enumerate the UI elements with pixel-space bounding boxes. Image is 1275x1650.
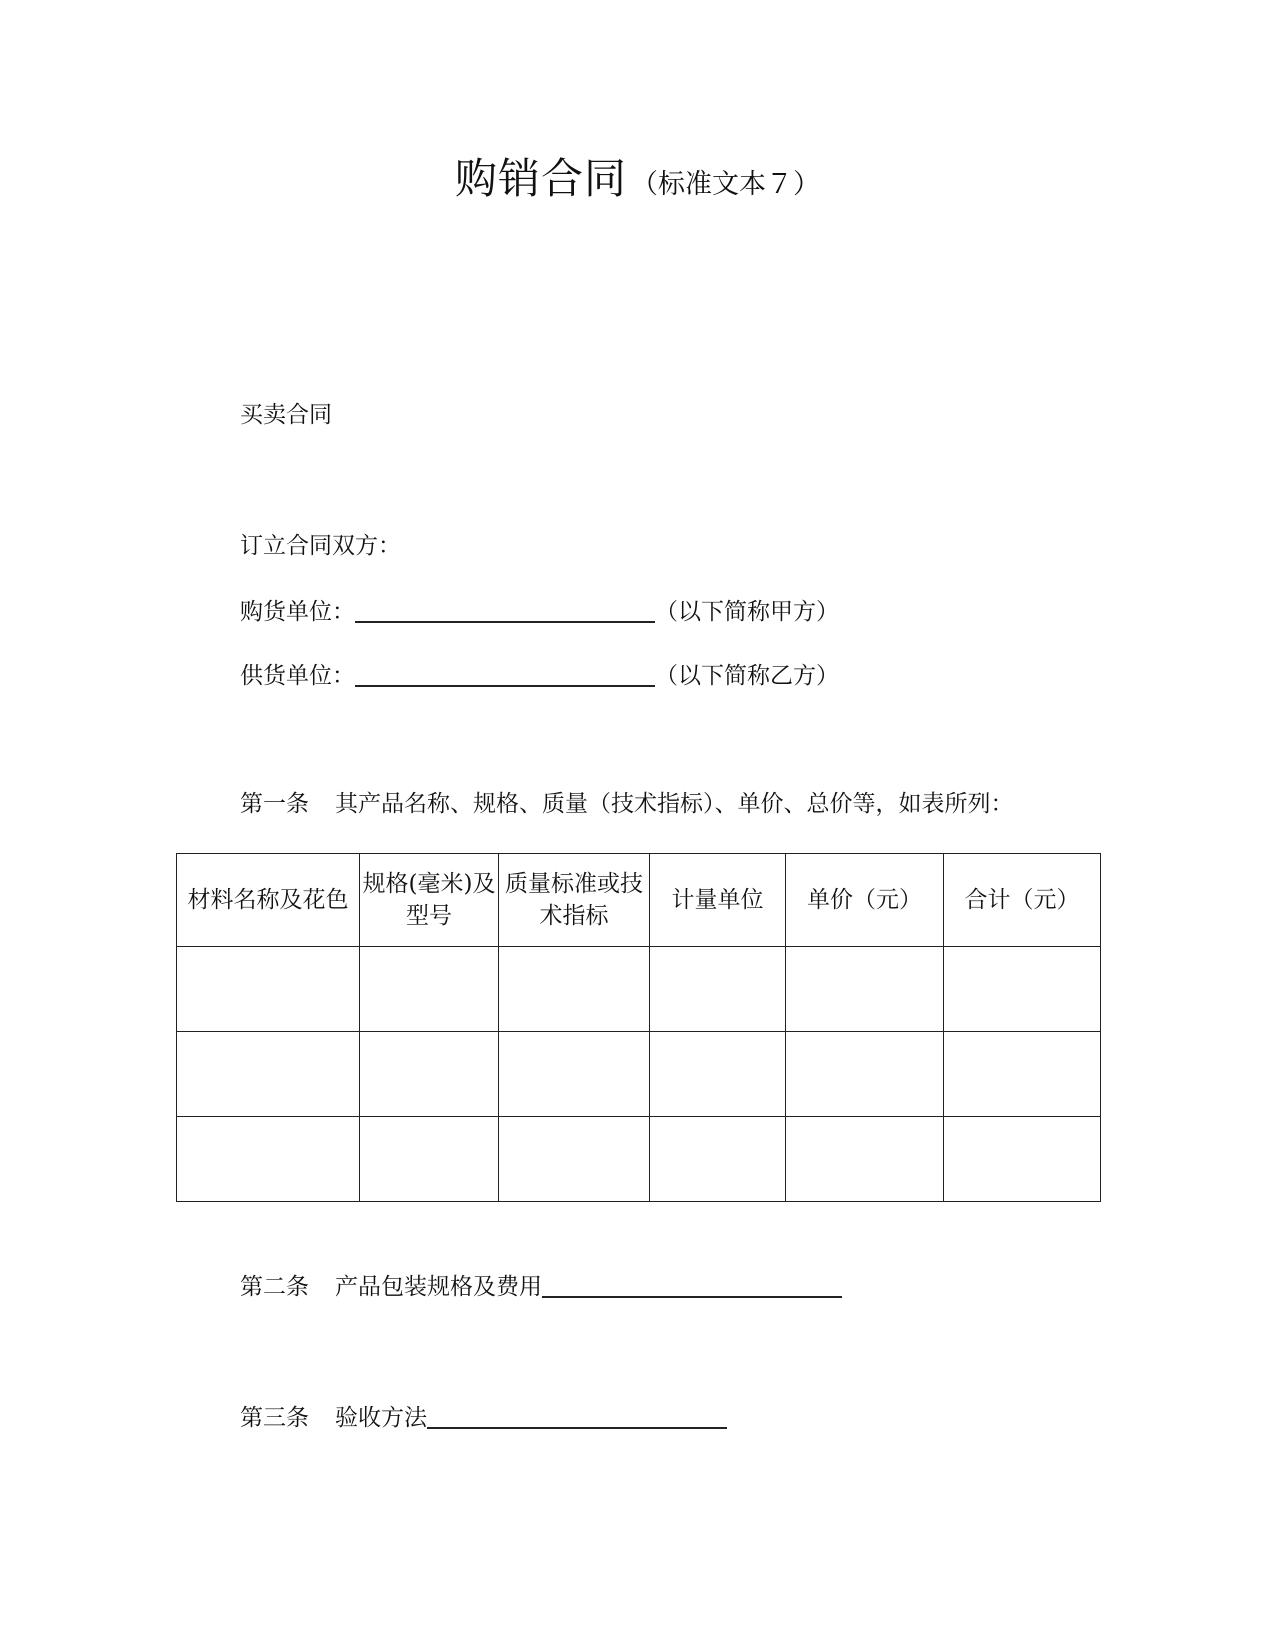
title-main: 购销合同	[454, 154, 627, 203]
parties-heading: 订立合同双方：	[240, 533, 401, 559]
article-2-number: 第二条	[240, 1274, 309, 1300]
table-cell[interactable]	[944, 1117, 1101, 1202]
table-cell[interactable]	[650, 1117, 786, 1202]
subtitle: 买卖合同	[240, 402, 332, 428]
header-total: 合计（元）	[944, 854, 1101, 947]
title-subtext: （标准文本７）	[631, 169, 820, 200]
table-cell[interactable]	[177, 1032, 360, 1117]
table-cell[interactable]	[360, 1117, 499, 1202]
table-cell[interactable]	[944, 947, 1101, 1032]
table-row	[177, 947, 1101, 1032]
table-cell[interactable]	[786, 1032, 944, 1117]
packaging-field[interactable]	[542, 1270, 842, 1298]
article-3	[240, 1401, 727, 1433]
buyer-name-field[interactable]	[355, 595, 655, 623]
table-cell[interactable]	[944, 1032, 1101, 1117]
table-cell[interactable]	[499, 1117, 650, 1202]
table-cell[interactable]	[499, 1032, 650, 1117]
table-cell[interactable]	[360, 947, 499, 1032]
article-2	[240, 1270, 842, 1302]
header-unit: 计量单位	[650, 854, 786, 947]
buyer-suffix: （以下简称甲方）	[655, 599, 839, 625]
table-cell[interactable]	[360, 1032, 499, 1117]
header-spec-model: 规格(毫米)及型号	[360, 854, 499, 947]
seller-line	[240, 659, 839, 691]
acceptance-method-field[interactable]	[427, 1401, 727, 1429]
table-cell[interactable]	[650, 947, 786, 1032]
header-quality-standard: 质量标准或技术指标	[499, 854, 650, 947]
article-1	[240, 789, 1014, 819]
article-3-number: 第三条	[240, 1405, 309, 1431]
table-cell[interactable]	[786, 947, 944, 1032]
buyer-line	[240, 595, 839, 627]
table-cell[interactable]	[177, 1117, 360, 1202]
seller-name-field[interactable]	[355, 659, 655, 687]
table-cell[interactable]	[650, 1032, 786, 1117]
article-2-text: 产品包装规格及费用	[335, 1274, 542, 1300]
header-material-name: 材料名称及花色	[177, 854, 360, 947]
table-cell[interactable]	[786, 1117, 944, 1202]
seller-suffix: （以下简称乙方）	[655, 663, 839, 689]
header-unit-price: 单价（元）	[786, 854, 944, 947]
table-cell[interactable]	[177, 947, 360, 1032]
table-header-row	[177, 854, 1101, 947]
article-3-text: 验收方法	[335, 1405, 427, 1431]
product-table	[176, 853, 1101, 1202]
table-row	[177, 1117, 1101, 1202]
article-1-number: 第一条	[240, 791, 309, 817]
buyer-label: 购货单位：	[240, 599, 355, 625]
article-1-text: 其产品名称、规格、质量（技术指标）、单价、总价等，如表所列：	[335, 791, 1014, 817]
table-row	[177, 1032, 1101, 1117]
seller-label: 供货单位：	[240, 663, 355, 689]
table-cell[interactable]	[499, 947, 650, 1032]
document-title	[0, 146, 1275, 206]
